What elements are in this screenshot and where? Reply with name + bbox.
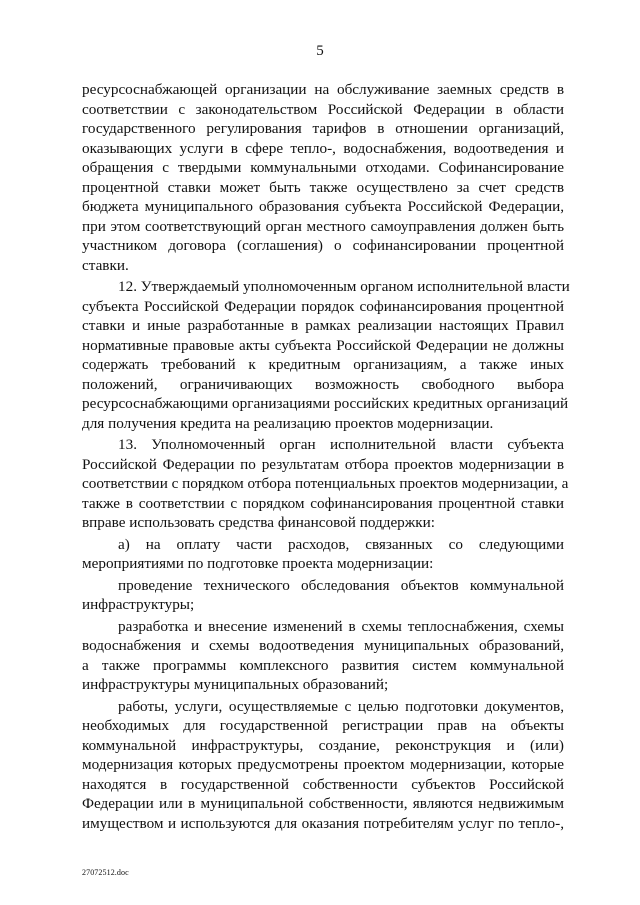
text-line: 12. Утверждаемый уполномоченным органом исполнительной власти [118,278,570,295]
text-line: имуществом и используются для оказания потребителям услуг по тепло-, [82,814,564,832]
text-line: работы, услуги, осуществляемые с целью подготовки документов, [118,697,564,715]
text-line: нормативные правовые акты субъекта Российской Федерации не должны [82,336,564,354]
paragraph [82,535,564,574]
text-line: бюджета муниципального образования субъекта Российской Федерации, [82,198,564,215]
text-line: водоснабжения и схемы водоотведения муниципальных образований, [82,637,564,654]
text-line: инфраструктуры; [82,596,195,613]
text-line: а) на оплату части расходов, связанных со следующими [118,535,564,553]
text-line: процентной ставки может быть также осуществлено за счет средств [82,178,564,196]
paragraph [82,697,564,834]
paragraph [82,617,564,695]
paragraph [82,80,564,275]
text-line: также в соответствии с порядком софинансирования процентной ставки [82,494,564,512]
text-line: обращения с твердыми коммунальными отходами. Софинансирование [82,159,564,176]
text-line: ресурсоснабжающими организациями российских кредитных организаций [82,395,569,412]
paragraph [82,435,569,533]
text-line: при этом соответствующий орган местного самоуправления должен быть [82,217,564,235]
text-line: субъекта Российской Федерации порядок софинансирования процентной [82,297,564,315]
text-line: оказывающих услуги в сфере тепло-, водоснабжения, водоотведения и [82,139,564,157]
text-line: находятся в государственной собственности субъектов Российской [82,775,564,793]
text-line: ставки. [82,256,129,274]
text-line: а также программы комплексного развития систем коммунальной [82,656,564,674]
text-line: мероприятиями по подготовке проекта модернизации: [82,555,434,572]
text-line: инфраструктуры муниципальных образований; [82,676,389,693]
document-body [82,80,570,833]
text-line: участником договора (соглашения) о софинансировании процентной [82,237,564,254]
text-line: Федерации или в муниципальной собственности, являются недвижимым [82,795,564,812]
paragraph [82,277,570,433]
text-line: ресурсоснабжающей организации на обслуживание заемных средств в [82,81,564,98]
text-line: государственного регулирования тарифов в отношении организаций, [82,120,564,137]
footer-filename: 27072512.doc [82,868,129,877]
text-line: содержать требований к кредитным организациям, а также иных [82,356,564,373]
text-line: вправе использовать средства финансовой поддержки: [82,514,435,531]
text-line: Российской Федерации по результатам отбора проектов модернизации в [82,455,564,473]
text-line: разработка и внесение изменений в схемы теплоснабжения, схемы [118,617,564,635]
text-line: соответствии с законодательством Российской Федерации в области [82,100,564,118]
text-line: модернизация которых предусмотрены проектом модернизации, которые [82,756,564,773]
text-line: 13. Уполномоченный орган исполнительной власти субъекта [118,436,564,453]
text-line: положений, ограничивающих возможность свободного выбора [82,375,564,393]
page-number: 5 [316,43,324,59]
text-line: ставки и иные разработанные в рамках реализации настоящих Правил [82,317,564,334]
text-line: для получения кредита на реализацию проектов модернизации. [82,414,494,432]
text-line: проведение технического обследования объектов коммунальной [118,576,564,594]
text-line: коммунальной инфраструктуры, создание, реконструкция и (или) [82,736,564,754]
text-line: соответствии с порядком отбора потенциальных проектов модернизации, а [82,475,569,492]
text-line: необходимых для государственной регистрации прав на объекты [82,717,564,734]
paragraph [82,576,564,615]
